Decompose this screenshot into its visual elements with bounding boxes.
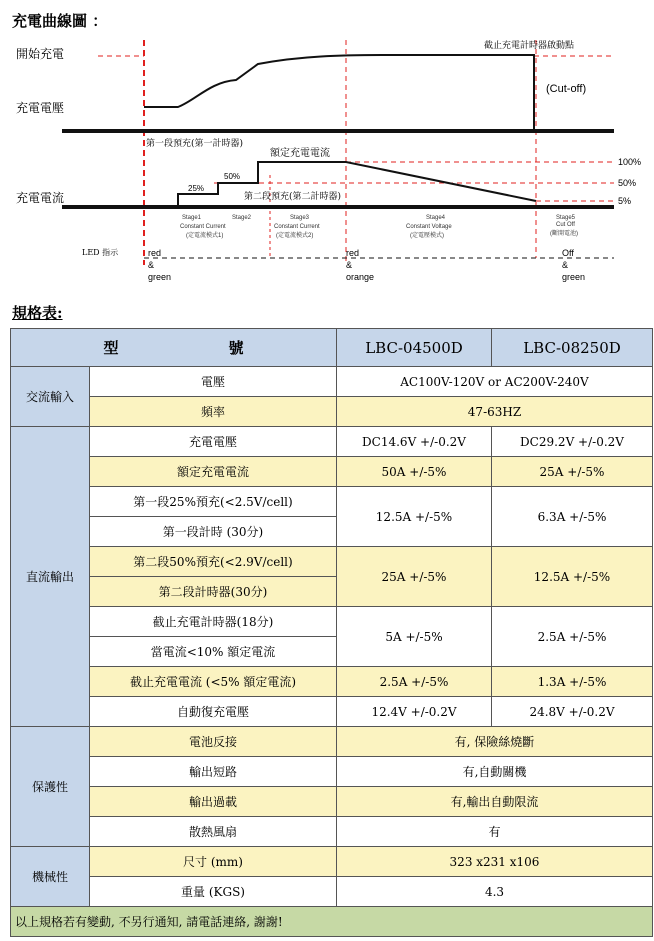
table-row <box>11 547 653 577</box>
row-label: 第二段計時器(30分) <box>90 577 337 607</box>
rated-current-label: 額定充電電流 <box>270 148 330 159</box>
table-row <box>11 697 653 727</box>
row-value-2: 25A +/-5% <box>492 457 653 487</box>
row-label: 截止充電計時器(18分) <box>90 607 337 637</box>
stage4-l3: (定電壓模式) <box>410 233 444 239</box>
row-value: 有,輸出自動限流 <box>337 787 653 817</box>
stage1-l1: Stage1 <box>182 215 202 221</box>
row-label: 輸出過載 <box>90 787 337 817</box>
row-value-2: 2.5A +/-5% <box>492 607 653 667</box>
stage3-l3: (定電流模式2) <box>276 233 314 239</box>
table-row <box>11 607 653 637</box>
table-row <box>11 457 653 487</box>
row-label: 截止充電電流 (<5% 額定電流) <box>90 667 337 697</box>
stage3-l1: Stage3 <box>290 215 310 221</box>
group-ac: 交流輸入 <box>11 367 90 427</box>
row-value-1: 12.4V +/-0.2V <box>337 697 492 727</box>
stage4-l2: Constant Voltage <box>406 224 452 230</box>
led-c3: green <box>562 272 586 282</box>
pct-100-right: 100% <box>618 157 642 167</box>
row-label: 輸出短路 <box>90 757 337 787</box>
table-row <box>11 397 653 427</box>
stage2-precharge-label: 第二段預充(第二計時器) <box>244 192 342 202</box>
header-row <box>11 329 653 367</box>
table-row <box>11 727 653 757</box>
pct-50-right: 50% <box>618 178 637 188</box>
row-value-1: 12.5A +/-5% <box>337 487 492 547</box>
row-value-1: 5A +/-5% <box>337 607 492 667</box>
table-row <box>11 817 653 847</box>
model-header-a: 型 <box>103 339 119 357</box>
row-value: 有, 保險絲燒斷 <box>337 727 653 757</box>
led-a1: red <box>148 248 162 258</box>
row-value-2: 1.3A +/-5% <box>492 667 653 697</box>
led-b2: & <box>346 260 353 270</box>
row-label: 電池反接 <box>90 727 337 757</box>
row-value: 323 x231 x106 <box>337 847 653 877</box>
row-label: 第一段計時 (30分) <box>90 517 337 547</box>
table-row <box>11 367 653 397</box>
led-b3: orange <box>346 272 375 282</box>
stage1-l3: (定電流模式1) <box>186 233 224 239</box>
pct-5-right: 5% <box>618 196 632 206</box>
row-value: AC100V-120V or AC200V-240V <box>337 367 653 397</box>
group-dc: 直流輸出 <box>11 427 90 727</box>
row-value-2: 24.8V +/-0.2V <box>492 697 653 727</box>
table-row <box>11 487 653 517</box>
cutoff-timer-label: 截止充電計時器啟動點 <box>484 41 575 51</box>
label-charge-voltage: 充電電壓 <box>16 101 65 115</box>
led-b1: red <box>346 248 360 258</box>
cutoff-label: (Cut-off) <box>546 83 587 95</box>
stage5-l2: Cut Off <box>556 222 575 228</box>
label-led: LED 指示 <box>82 248 119 257</box>
row-label: 散熱風扇 <box>90 817 337 847</box>
voltage-curve <box>144 55 534 129</box>
row-value: 47-63HZ <box>337 397 653 427</box>
table-row <box>11 667 653 697</box>
model-header-b: 號 <box>228 339 244 357</box>
stage5-l3: (斷開電池) <box>550 231 578 237</box>
row-label: 頻率 <box>90 397 337 427</box>
led-a2: & <box>148 260 155 270</box>
stage4-l1: Stage4 <box>426 215 446 221</box>
model-header <box>11 329 337 367</box>
row-value-1: 25A +/-5% <box>337 547 492 607</box>
stage1-l2: Constant Current <box>180 224 226 230</box>
stage1-precharge-label: 第一段預充(第一計時器) <box>146 139 244 149</box>
group-protection: 保護性 <box>11 727 90 847</box>
stage5-l1: Stage5 <box>556 215 576 221</box>
table-row <box>11 427 653 457</box>
led-c2: & <box>562 260 569 270</box>
row-value-2: 12.5A +/-5% <box>492 547 653 607</box>
row-label: 第一段25%預充(<2.5V/cell) <box>90 487 337 517</box>
pct-25: 25% <box>188 184 205 193</box>
row-label: 自動復充電壓 <box>90 697 337 727</box>
stage3-l2: Constant Current <box>274 224 320 230</box>
footer-row <box>11 907 653 937</box>
row-value-1: 50A +/-5% <box>337 457 492 487</box>
row-value: 4.3 <box>337 877 653 907</box>
model-1: LBC-04500D <box>337 329 492 367</box>
row-value-2: 6.3A +/-5% <box>492 487 653 547</box>
row-value: 有,自動關機 <box>337 757 653 787</box>
row-value: 有 <box>337 817 653 847</box>
led-c1: Off <box>562 248 574 258</box>
charging-curve-diagram <box>0 0 654 300</box>
stage2-l1: Stage2 <box>232 215 252 221</box>
row-label: 重量 (KGS) <box>90 877 337 907</box>
label-start-charge: 開始充電 <box>16 47 65 61</box>
row-label: 充電電壓 <box>90 427 337 457</box>
row-label: 尺寸 (mm) <box>90 847 337 877</box>
table-row <box>11 877 653 907</box>
row-value-1: DC14.6V +/-0.2V <box>337 427 492 457</box>
diagram-title: 充電曲線圖 ： <box>12 12 108 30</box>
model-2: LBC-08250D <box>492 329 653 367</box>
row-label: 當電流<10% 額定電流 <box>90 637 337 667</box>
table-row <box>11 847 653 877</box>
spec-table <box>10 328 653 937</box>
table-row <box>11 757 653 787</box>
row-label: 第二段50%預充(<2.9V/cell) <box>90 547 337 577</box>
group-mechanical: 機械性 <box>11 847 90 907</box>
row-value-2: DC29.2V +/-0.2V <box>492 427 653 457</box>
table-row <box>11 787 653 817</box>
footer-note: 以上規格若有變動, 不另行通知, 請電話連絡, 謝謝! <box>11 907 653 937</box>
label-charge-current: 充電電流 <box>16 191 65 205</box>
row-value-1: 2.5A +/-5% <box>337 667 492 697</box>
row-label: 電壓 <box>90 367 337 397</box>
pct-50: 50% <box>224 172 241 181</box>
led-a3: green <box>148 272 172 282</box>
spec-title: 規格表: <box>12 304 63 322</box>
row-label: 額定充電電流 <box>90 457 337 487</box>
